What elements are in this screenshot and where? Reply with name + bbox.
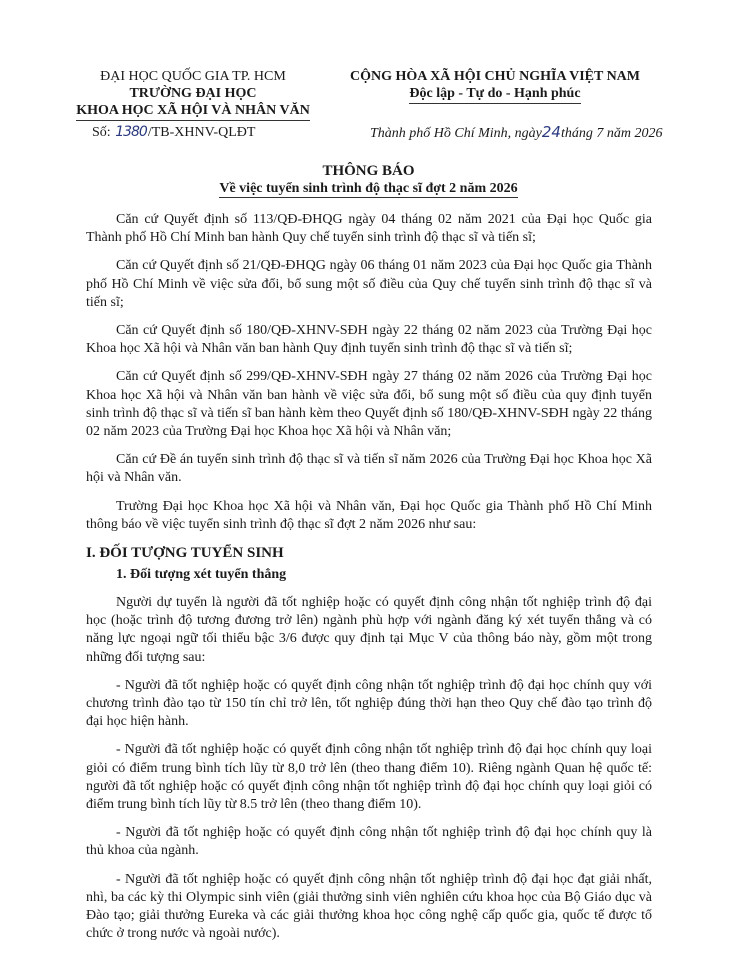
- issuer-line-2: TRƯỜNG ĐẠI HỌC: [129, 86, 257, 101]
- announcement-paragraph: Trường Đại học Khoa học Xã hội và Nhân văn, Đại học Quốc gia Thành phố Hồ Chí Minh thông báo về việc tuyển sinh trình độ thạc sĩ đợt 2 năm 2026 như sau:: [86, 498, 652, 532]
- national-motto: Độc lập - Tự do - Hạnh phúc: [409, 85, 580, 104]
- national-title: CỘNG HÒA XÃ HỘI CHỦ NGHĨA VIỆT NAM: [349, 69, 640, 84]
- document-date-day: 24: [541, 123, 561, 141]
- document-date-suffix: tháng 7 năm 2026: [560, 126, 663, 141]
- document-subtitle-wrap: [0, 180, 737, 198]
- legal-basis-paragraph: Căn cứ Quyết định số 180/QĐ-XHNV-SĐH ngày 22 tháng 02 năm 2023 của Trường Đại học Khoa học Xã hội và Nhân văn ban hành Quy định tuyển sinh trình độ thạc sĩ và tiến sĩ;: [86, 323, 652, 357]
- document-number-prefix: Số:: [92, 125, 115, 140]
- document-body: [86, 211, 652, 954]
- document-date: [370, 124, 662, 142]
- issuer-line-1: ĐẠI HỌC QUỐC GIA TP. HCM: [100, 69, 286, 84]
- national-motto-block: [345, 68, 645, 104]
- document-number-suffix: /TB-XHNV-QLĐT: [147, 125, 256, 140]
- section-heading: I. ĐỐI TƯỢNG TUYỂN SINH: [86, 545, 284, 562]
- subsection-intro: Người dự tuyển là người đã tốt nghiệp hoặc có quyết định công nhận tốt nghiệp trình độ đại học (hoặc trình độ tương đương trở lên) ngành phù hợp với ngành đăng ký xét tuyển thẳng và có năng lực ngoại ngữ tối thiểu bậc 3/6 được quy định tại Mục V của thông báo này, gồm một trong những đối tượng sau:: [86, 595, 652, 665]
- legal-basis-paragraph: Căn cứ Quyết định số 299/QĐ-XHNV-SĐH ngày 27 tháng 02 năm 2026 của Trường Đại học Khoa học Xã hội và Nhân văn ban hành về việc sửa đổi, bổ sung một số điều của quy định tuyển sinh trình độ thạc sĩ và tiến sĩ ban hành kèm theo Quyết định số 180/QĐ-XHNV-SĐH ngày 22 tháng 02 năm 2023 của Trường Đại học Khoa học Xã hội và Nhân văn;: [86, 369, 652, 440]
- legal-basis-paragraph: Căn cứ Đề án tuyển sinh trình độ thạc sĩ và tiến sĩ năm 2026 của Trường Đại học Khoa học Xã hội và Nhân văn.: [86, 452, 652, 486]
- issuer-block: [68, 68, 318, 121]
- issuer-line-3: KHOA HỌC XÃ HỘI VÀ NHÂN VĂN: [76, 102, 310, 121]
- document-title: THÔNG BÁO: [322, 163, 415, 179]
- eligibility-item: - Người đã tốt nghiệp hoặc có quyết định công nhận tốt nghiệp trình độ đại học chính quy với chương trình đào tạo từ 150 tín chỉ trở lên, tốt nghiệp đúng thời hạn theo Quy chế đào tạo trình độ đại học hiện hành.: [86, 677, 652, 730]
- legal-basis-paragraph: Căn cứ Quyết định số 113/QĐ-ĐHQG ngày 04 tháng 02 năm 2021 của Đại học Quốc gia Thành phố Hồ Chí Minh ban hành Quy chế tuyển sinh trình độ thạc sĩ và tiến sĩ;: [86, 212, 652, 246]
- document-number-handwritten: 1380: [115, 124, 147, 140]
- subsection-heading: 1. Đối tượng xét tuyển thẳng: [116, 567, 287, 583]
- document-number: [92, 124, 255, 141]
- legal-basis-paragraph: Căn cứ Quyết định số 21/QĐ-ĐHQG ngày 06 tháng 01 năm 2023 của Đại học Quốc gia Thành phố Hồ Chí Minh về việc sửa đổi, bổ sung một số điều của Quy chế tuyển sinh trình độ thạc sĩ và tiến sĩ;: [86, 258, 652, 310]
- eligibility-item: - Người đã tốt nghiệp hoặc có quyết định công nhận tốt nghiệp trình độ đại học chính quy là thủ khoa của ngành.: [86, 825, 652, 859]
- eligibility-item: - Người đã tốt nghiệp hoặc có quyết định công nhận tốt nghiệp trình độ đại học đạt giải nhất, nhì, ba các kỳ thi Olympic sinh viên (giải thưởng sinh viên nghiên cứu khoa học của Bộ Giáo dục và Đào tạo; giải thưởng Eureka và các giải thưởng khoa học công nghệ cấp quốc gia, quốc tế được tổ chức ở trong nước và ngoài nước).: [86, 871, 652, 942]
- document-date-prefix: Thành phố Hồ Chí Minh, ngày: [370, 126, 542, 141]
- eligibility-item: - Người đã tốt nghiệp hoặc có quyết định công nhận tốt nghiệp trình độ đại học chính quy loại giỏi có điểm trung bình tích lũy từ 8,0 trở lên (theo thang điểm 10). Riêng ngành Quan hệ quốc tế: người đã tốt nghiệp hoặc có quyết định công nhận tốt nghiệp trình độ đại học chính quy loại giỏi có điểm trung bình tích lũy từ 8.5 trở lên (theo thang điểm 10).: [86, 742, 652, 813]
- document-subtitle: Về việc tuyển sinh trình độ thạc sĩ đợt 2 năm 2026: [219, 181, 518, 196]
